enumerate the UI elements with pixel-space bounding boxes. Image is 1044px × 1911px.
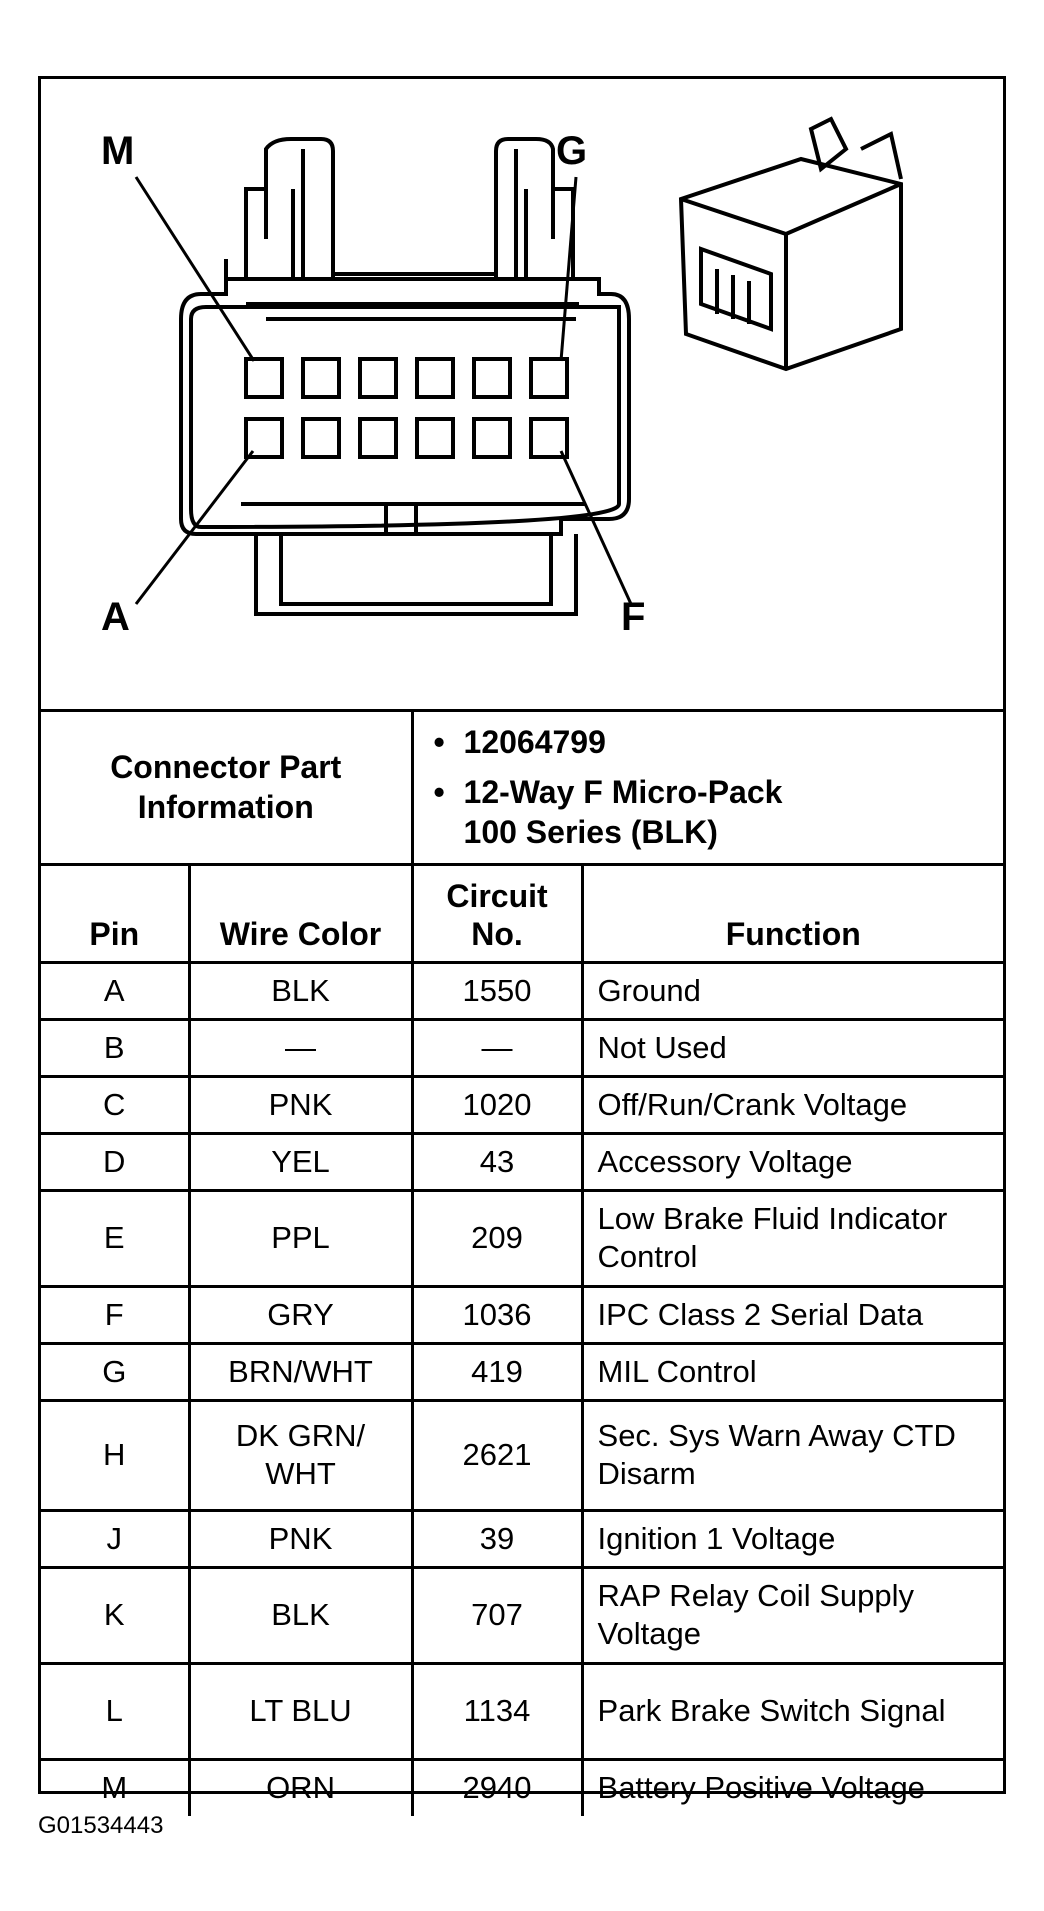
connector-info-label: Connector Part Information (41, 712, 412, 864)
table-row (41, 1190, 1003, 1286)
pin-cell: F (41, 1286, 189, 1343)
wire-color-cell: GRY (189, 1286, 412, 1343)
pin-cell: B (41, 1019, 189, 1076)
wire-color-cell: BLK (189, 962, 412, 1019)
circuit-cell: 2940 (412, 1759, 582, 1816)
wire-color-cell: YEL (189, 1133, 412, 1190)
header-pin: Pin (41, 864, 189, 962)
figure-code: G01534443 (38, 1812, 164, 1839)
part-number: • 12064799 (464, 722, 996, 762)
function-cell: Ignition 1 Voltage (582, 1510, 1003, 1567)
pin-cell: G (41, 1343, 189, 1400)
table-row (41, 1510, 1003, 1567)
label-pin-m: M (101, 129, 135, 173)
circuit-cell: 1020 (412, 1076, 582, 1133)
leader-lines (136, 177, 631, 604)
connector-info-values (412, 712, 1003, 864)
pinout-table (41, 712, 1003, 1816)
circuit-cell: — (412, 1019, 582, 1076)
circuit-cell: 1036 (412, 1286, 582, 1343)
wire-color-cell: DK GRN/ WHT (189, 1400, 412, 1510)
table-row (41, 1400, 1003, 1510)
function-cell: RAP Relay Coil Supply Voltage (582, 1567, 1003, 1663)
connector-3d-view (681, 119, 901, 369)
wire-color-cell: BLK (189, 1567, 412, 1663)
connector-drawing (41, 79, 1003, 709)
circuit-cell: 39 (412, 1510, 582, 1567)
connector-diagram-frame (38, 76, 1006, 1806)
circuit-cell: 2621 (412, 1400, 582, 1510)
header-wire-color: Wire Color (189, 864, 412, 962)
circuit-cell: 1550 (412, 962, 582, 1019)
pin-cavities (246, 359, 567, 457)
wire-color-cell: BRN/WHT (189, 1343, 412, 1400)
pin-cell: H (41, 1400, 189, 1510)
circuit-cell: 209 (412, 1190, 582, 1286)
function-cell: Accessory Voltage (582, 1133, 1003, 1190)
function-cell: Battery Positive Voltage (582, 1759, 1003, 1816)
connector-face-diagram (41, 79, 1003, 712)
wire-color-cell: LT BLU (189, 1663, 412, 1759)
table-row (41, 1567, 1003, 1663)
function-cell: Not Used (582, 1019, 1003, 1076)
wire-color-cell: ORN (189, 1759, 412, 1816)
function-cell: Off/Run/Crank Voltage (582, 1076, 1003, 1133)
table-row (41, 1286, 1003, 1343)
header-circuit: Circuit No. (412, 864, 582, 962)
wire-color-cell: — (189, 1019, 412, 1076)
label-pin-g: G (556, 129, 588, 173)
function-cell: Low Brake Fluid Indicator Control (582, 1190, 1003, 1286)
wire-color-cell: PNK (189, 1076, 412, 1133)
table-row (41, 1133, 1003, 1190)
label-pin-f: F (621, 595, 646, 639)
connector-description-2: 100 Series (BLK) (463, 814, 718, 851)
pin-cell: E (41, 1190, 189, 1286)
pin-cell: J (41, 1510, 189, 1567)
header-function: Function (582, 864, 1003, 962)
table-header-row (41, 864, 1003, 962)
pin-cell: L (41, 1663, 189, 1759)
table-row (41, 1759, 1003, 1816)
circuit-cell: 419 (412, 1343, 582, 1400)
pin-cell: K (41, 1567, 189, 1663)
table-row (41, 1076, 1003, 1133)
table-row (41, 1019, 1003, 1076)
function-cell: Ground (582, 962, 1003, 1019)
function-cell: Park Brake Switch Signal (582, 1663, 1003, 1759)
circuit-cell: 707 (412, 1567, 582, 1663)
wire-color-cell: PPL (189, 1190, 412, 1286)
wire-color-cell: PNK (189, 1510, 412, 1567)
table-row (41, 962, 1003, 1019)
pin-cell: C (41, 1076, 189, 1133)
connector-description-1: • 12-Way F Micro-Pack (464, 772, 996, 812)
pin-cell: A (41, 962, 189, 1019)
connector-info-row (41, 712, 1003, 864)
table-row (41, 1343, 1003, 1400)
circuit-cell: 43 (412, 1133, 582, 1190)
label-pin-a: A (101, 595, 130, 639)
pin-cell: D (41, 1133, 189, 1190)
function-cell: MIL Control (582, 1343, 1003, 1400)
function-cell: IPC Class 2 Serial Data (582, 1286, 1003, 1343)
table-row (41, 1663, 1003, 1759)
pin-cell: M (41, 1759, 189, 1816)
circuit-cell: 1134 (412, 1663, 582, 1759)
function-cell: Sec. Sys Warn Away CTD Disarm (582, 1400, 1003, 1510)
